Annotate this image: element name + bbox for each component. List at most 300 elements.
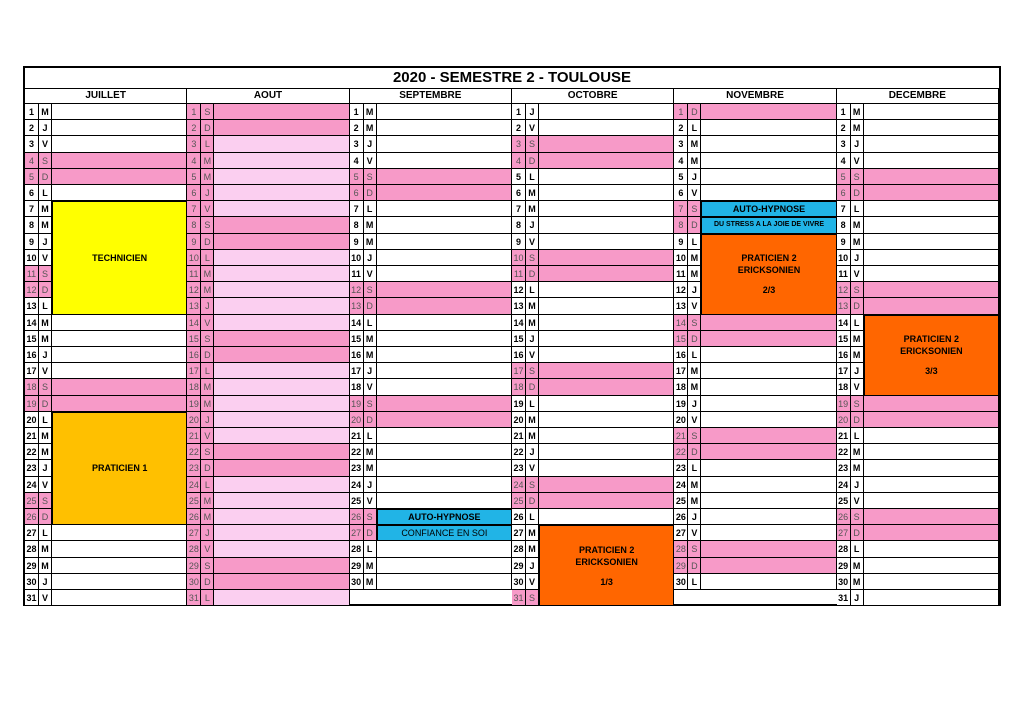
day-number: 3 [350, 136, 364, 152]
day-cell[interactable] [214, 266, 349, 282]
day-cell[interactable] [214, 412, 349, 428]
day-cell[interactable] [539, 120, 674, 136]
day-cell[interactable] [377, 217, 512, 233]
day-number: 15 [837, 331, 851, 347]
day-cell[interactable] [214, 185, 349, 201]
day-cell[interactable] [539, 234, 674, 250]
day-letter: D [526, 153, 539, 169]
day-cell[interactable] [214, 428, 349, 444]
day-letter: M [688, 250, 701, 266]
day-letter: M [688, 363, 701, 379]
day-cell[interactable] [377, 493, 512, 509]
day-cell[interactable] [864, 217, 999, 233]
day-number: 6 [674, 185, 688, 201]
day-cell[interactable] [214, 315, 349, 331]
day-cell[interactable] [864, 266, 999, 282]
day-letter: V [39, 590, 52, 606]
day-letter: M [851, 234, 864, 250]
event-block[interactable] [52, 412, 187, 525]
day-number: 15 [512, 331, 526, 347]
day-number: 2 [187, 120, 201, 136]
day-cell[interactable] [52, 104, 187, 120]
day-number: 25 [674, 493, 688, 509]
day-letter: L [201, 477, 214, 493]
day-letter: M [688, 477, 701, 493]
day-number: 21 [837, 428, 851, 444]
day-letter: M [364, 120, 377, 136]
day-number: 5 [350, 169, 364, 185]
day-letter: L [39, 185, 52, 201]
day-cell[interactable] [214, 574, 349, 590]
day-cell[interactable] [52, 379, 187, 395]
day-cell[interactable] [214, 201, 349, 217]
day-cell[interactable] [377, 444, 512, 460]
event-block[interactable] [864, 315, 999, 396]
event-label: AUTO-HYPNOSE [408, 512, 481, 523]
day-number: 20 [25, 412, 39, 428]
day-cell[interactable] [214, 444, 349, 460]
day-cell[interactable] [377, 477, 512, 493]
day-letter: M [851, 104, 864, 120]
day-cell[interactable] [864, 136, 999, 152]
day-cell[interactable] [52, 185, 187, 201]
event-block[interactable] [539, 525, 674, 606]
month-header-aout: AOUT [187, 89, 349, 104]
day-cell[interactable] [539, 412, 674, 428]
day-cell[interactable] [52, 396, 187, 412]
day-letter: L [688, 347, 701, 363]
day-cell[interactable] [377, 282, 512, 298]
day-letter: V [201, 541, 214, 557]
day-cell[interactable] [539, 347, 674, 363]
day-letter: J [39, 234, 52, 250]
day-letter: J [688, 396, 701, 412]
day-cell[interactable] [864, 428, 999, 444]
day-cell[interactable] [701, 477, 836, 493]
day-cell[interactable] [52, 331, 187, 347]
event-block[interactable] [377, 509, 512, 525]
day-cell[interactable] [701, 493, 836, 509]
day-letter: M [201, 282, 214, 298]
day-number: 10 [837, 250, 851, 266]
day-cell[interactable] [539, 428, 674, 444]
day-cell[interactable] [539, 509, 674, 525]
day-cell[interactable] [377, 363, 512, 379]
day-cell[interactable] [52, 347, 187, 363]
day-number: 19 [674, 396, 688, 412]
day-cell[interactable] [214, 298, 349, 314]
event-block[interactable] [377, 525, 512, 541]
day-number: 18 [674, 379, 688, 395]
day-letter: D [364, 412, 377, 428]
day-letter: V [201, 428, 214, 444]
day-cell[interactable] [377, 298, 512, 314]
day-letter: S [39, 493, 52, 509]
day-cell[interactable] [214, 477, 349, 493]
day-cell[interactable] [701, 541, 836, 557]
day-cell[interactable] [52, 136, 187, 152]
day-cell[interactable] [864, 298, 999, 314]
day-cell[interactable] [539, 266, 674, 282]
day-cell[interactable] [214, 379, 349, 395]
event-block[interactable] [701, 217, 836, 233]
day-cell[interactable] [377, 428, 512, 444]
day-cell[interactable] [864, 282, 999, 298]
day-cell[interactable] [214, 217, 349, 233]
day-number: 27 [350, 525, 364, 541]
day-cell[interactable] [864, 396, 999, 412]
day-letter: V [39, 477, 52, 493]
day-cell[interactable] [701, 509, 836, 525]
day-cell[interactable] [214, 331, 349, 347]
day-letter: M [526, 541, 539, 557]
day-cell[interactable] [864, 525, 999, 541]
day-number: 3 [512, 136, 526, 152]
day-letter: M [688, 379, 701, 395]
day-letter: J [688, 282, 701, 298]
day-cell[interactable] [864, 558, 999, 574]
month-header-octobre: OCTOBRE [512, 89, 674, 104]
day-cell[interactable] [214, 282, 349, 298]
day-number: 9 [187, 234, 201, 250]
day-number: 17 [837, 363, 851, 379]
day-letter: M [526, 412, 539, 428]
day-cell[interactable] [701, 315, 836, 331]
day-letter: S [688, 541, 701, 557]
day-letter: S [688, 201, 701, 217]
event-block[interactable] [52, 201, 187, 314]
day-letter: D [39, 396, 52, 412]
day-cell[interactable] [864, 444, 999, 460]
day-letter: D [688, 217, 701, 233]
day-number: 27 [674, 525, 688, 541]
day-cell[interactable] [539, 444, 674, 460]
day-cell[interactable] [214, 525, 349, 541]
day-letter: M [851, 347, 864, 363]
day-cell[interactable] [214, 460, 349, 476]
day-cell[interactable] [539, 363, 674, 379]
day-number: 29 [674, 558, 688, 574]
day-number: 1 [25, 104, 39, 120]
event-label: ERICKSONIEN [575, 556, 638, 567]
day-cell[interactable] [539, 250, 674, 266]
day-number: 11 [837, 266, 851, 282]
day-cell[interactable] [52, 315, 187, 331]
day-cell[interactable] [377, 153, 512, 169]
month-header-decembre: DECEMBRE [837, 89, 999, 104]
day-cell[interactable] [214, 493, 349, 509]
day-cell[interactable] [214, 558, 349, 574]
day-letter: J [526, 104, 539, 120]
day-cell[interactable] [214, 120, 349, 136]
day-cell[interactable] [539, 331, 674, 347]
day-cell[interactable] [539, 185, 674, 201]
day-cell[interactable] [864, 493, 999, 509]
day-number: 9 [837, 234, 851, 250]
day-cell[interactable] [377, 250, 512, 266]
page-title: 2020 - SEMESTRE 2 - TOULOUSE [25, 68, 999, 89]
day-cell[interactable] [539, 477, 674, 493]
day-cell[interactable] [377, 169, 512, 185]
day-cell[interactable] [52, 525, 187, 541]
day-cell[interactable] [701, 428, 836, 444]
day-cell[interactable] [539, 201, 674, 217]
day-cell[interactable] [52, 574, 187, 590]
day-letter: D [688, 444, 701, 460]
day-cell[interactable] [864, 185, 999, 201]
day-cell[interactable] [214, 169, 349, 185]
day-number: 5 [837, 169, 851, 185]
day-cell[interactable] [701, 104, 836, 120]
day-letter: M [851, 460, 864, 476]
day-letter: M [364, 331, 377, 347]
day-cell[interactable] [539, 169, 674, 185]
day-letter: M [39, 104, 52, 120]
day-letter: V [39, 363, 52, 379]
day-cell[interactable] [214, 104, 349, 120]
day-cell[interactable] [214, 541, 349, 557]
day-number: 22 [512, 444, 526, 460]
day-letter: D [39, 169, 52, 185]
day-cell[interactable] [214, 363, 349, 379]
day-cell[interactable] [214, 396, 349, 412]
day-letter: V [526, 234, 539, 250]
day-letter: M [39, 331, 52, 347]
day-number: 2 [350, 120, 364, 136]
day-cell[interactable] [701, 347, 836, 363]
day-cell[interactable] [864, 153, 999, 169]
day-number: 22 [25, 444, 39, 460]
day-letter: D [526, 266, 539, 282]
day-cell[interactable] [701, 363, 836, 379]
day-number: 16 [25, 347, 39, 363]
day-cell[interactable] [52, 120, 187, 136]
day-number: 28 [837, 541, 851, 557]
day-letter: M [364, 104, 377, 120]
day-number: 27 [512, 525, 526, 541]
day-cell[interactable] [214, 347, 349, 363]
day-cell[interactable] [377, 331, 512, 347]
day-letter: D [851, 412, 864, 428]
day-cell[interactable] [539, 282, 674, 298]
day-cell[interactable] [539, 298, 674, 314]
month-header-juillet: JUILLET [25, 89, 187, 104]
event-label: PRATICIEN 2 [578, 544, 635, 555]
day-number: 31 [25, 590, 39, 606]
day-cell[interactable] [701, 574, 836, 590]
day-number: 1 [674, 104, 688, 120]
day-number: 8 [187, 217, 201, 233]
day-cell[interactable] [864, 574, 999, 590]
day-letter: V [688, 185, 701, 201]
day-number: 9 [25, 234, 39, 250]
day-cell[interactable] [377, 379, 512, 395]
day-cell[interactable] [539, 217, 674, 233]
day-cell[interactable] [864, 169, 999, 185]
day-letter: V [851, 379, 864, 395]
day-cell[interactable] [377, 136, 512, 152]
day-cell[interactable] [701, 444, 836, 460]
day-cell[interactable] [539, 460, 674, 476]
day-number: 31 [187, 590, 201, 606]
day-cell[interactable] [701, 153, 836, 169]
day-cell[interactable] [377, 266, 512, 282]
day-cell[interactable] [701, 379, 836, 395]
day-cell[interactable] [52, 541, 187, 557]
day-number: 6 [350, 185, 364, 201]
day-letter: M [851, 217, 864, 233]
day-letter: D [851, 298, 864, 314]
day-number: 12 [350, 282, 364, 298]
day-number: 23 [350, 460, 364, 476]
day-cell[interactable] [539, 493, 674, 509]
day-number: 27 [837, 525, 851, 541]
day-number: 26 [187, 509, 201, 525]
day-letter: S [201, 331, 214, 347]
day-number: 19 [187, 396, 201, 412]
day-letter: M [364, 347, 377, 363]
day-cell[interactable] [701, 412, 836, 428]
day-cell[interactable] [377, 201, 512, 217]
day-cell[interactable] [52, 558, 187, 574]
day-letter: J [526, 217, 539, 233]
day-letter: L [526, 509, 539, 525]
day-cell[interactable] [539, 104, 674, 120]
day-cell[interactable] [864, 412, 999, 428]
day-letter: M [39, 201, 52, 217]
day-number: 22 [350, 444, 364, 460]
event-label: CONFIANCE EN SOI [401, 528, 488, 539]
day-cell[interactable] [214, 153, 349, 169]
day-cell[interactable] [377, 234, 512, 250]
day-cell[interactable] [377, 541, 512, 557]
day-number: 6 [512, 185, 526, 201]
event-block[interactable] [701, 234, 836, 315]
day-cell[interactable] [864, 250, 999, 266]
day-number: 18 [350, 379, 364, 395]
day-cell[interactable] [864, 509, 999, 525]
day-cell[interactable] [377, 574, 512, 590]
day-cell[interactable] [864, 104, 999, 120]
day-cell[interactable] [864, 590, 999, 606]
day-number: 8 [674, 217, 688, 233]
day-letter: M [364, 217, 377, 233]
day-cell[interactable] [864, 460, 999, 476]
day-cell[interactable] [864, 477, 999, 493]
day-number: 4 [25, 153, 39, 169]
day-cell[interactable] [539, 379, 674, 395]
day-cell[interactable] [539, 315, 674, 331]
day-cell[interactable] [377, 104, 512, 120]
day-number: 29 [187, 558, 201, 574]
day-cell[interactable] [377, 412, 512, 428]
day-cell[interactable] [701, 525, 836, 541]
day-cell[interactable] [701, 185, 836, 201]
day-cell[interactable] [864, 120, 999, 136]
day-number: 4 [837, 153, 851, 169]
day-cell[interactable] [864, 201, 999, 217]
day-letter: J [688, 169, 701, 185]
day-letter: L [688, 460, 701, 476]
day-cell[interactable] [377, 120, 512, 136]
day-letter: D [364, 298, 377, 314]
day-letter: L [688, 120, 701, 136]
day-letter: M [201, 153, 214, 169]
day-cell[interactable] [701, 396, 836, 412]
day-number: 28 [187, 541, 201, 557]
day-number: 21 [512, 428, 526, 444]
day-number: 24 [674, 477, 688, 493]
day-number: 6 [25, 185, 39, 201]
day-cell[interactable] [52, 169, 187, 185]
day-cell[interactable] [214, 250, 349, 266]
day-cell[interactable] [701, 460, 836, 476]
day-cell[interactable] [52, 590, 187, 606]
day-cell[interactable] [214, 234, 349, 250]
day-number: 2 [25, 120, 39, 136]
day-cell[interactable] [52, 363, 187, 379]
day-cell[interactable] [539, 153, 674, 169]
day-cell[interactable] [701, 331, 836, 347]
day-cell[interactable] [377, 396, 512, 412]
day-cell[interactable] [539, 136, 674, 152]
day-cell[interactable] [377, 315, 512, 331]
day-letter: M [526, 201, 539, 217]
day-letter: M [39, 315, 52, 331]
day-cell[interactable] [864, 541, 999, 557]
day-letter: M [688, 493, 701, 509]
event-block[interactable] [701, 201, 836, 217]
day-letter: D [201, 120, 214, 136]
day-cell[interactable] [52, 153, 187, 169]
day-cell[interactable] [214, 509, 349, 525]
day-letter: M [364, 444, 377, 460]
day-cell[interactable] [701, 558, 836, 574]
day-cell[interactable] [377, 460, 512, 476]
day-letter: M [364, 574, 377, 590]
day-cell[interactable] [701, 169, 836, 185]
day-cell[interactable] [701, 136, 836, 152]
day-number: 19 [25, 396, 39, 412]
day-letter: V [201, 315, 214, 331]
event-label: 2/3 [762, 285, 776, 296]
day-cell[interactable] [377, 347, 512, 363]
day-letter: J [39, 460, 52, 476]
day-letter: J [851, 477, 864, 493]
day-letter: M [526, 315, 539, 331]
day-letter: S [364, 509, 377, 525]
day-number: 17 [350, 363, 364, 379]
day-letter: V [364, 266, 377, 282]
event-label: AUTO-HYPNOSE [732, 204, 806, 215]
day-letter: V [688, 298, 701, 314]
day-number: 6 [837, 185, 851, 201]
day-cell[interactable] [539, 396, 674, 412]
day-cell[interactable] [377, 185, 512, 201]
day-number: 17 [25, 363, 39, 379]
day-cell[interactable] [214, 590, 349, 606]
day-cell[interactable] [864, 234, 999, 250]
day-cell[interactable] [377, 558, 512, 574]
day-letter: J [39, 120, 52, 136]
day-letter: L [39, 412, 52, 428]
day-letter: S [364, 396, 377, 412]
day-cell[interactable] [214, 136, 349, 152]
day-letter: V [526, 347, 539, 363]
day-number: 26 [350, 509, 364, 525]
day-cell[interactable] [701, 120, 836, 136]
day-letter: D [688, 331, 701, 347]
